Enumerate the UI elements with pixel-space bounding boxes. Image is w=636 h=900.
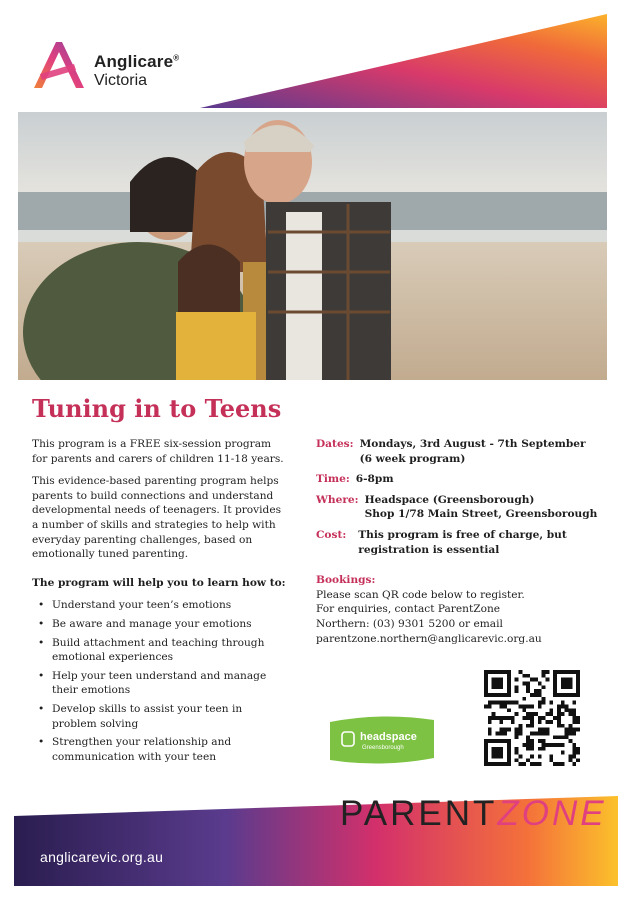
parentzone-logo (340, 794, 607, 834)
benefits-list (32, 598, 288, 764)
description-text: This evidence-based parenting program helps parents to build connections and understand developmental needs of teenagers. It provides a number of skills and strategies to help with everyday parenting challenges, based on emotionally tuned parenting. (32, 475, 282, 561)
contact-email[interactable]: parentzone.northern@anglicarevic.org.au (316, 632, 542, 645)
qr-code-icon[interactable] (484, 670, 580, 766)
time-row (316, 472, 606, 487)
cost-label: Cost: (316, 528, 347, 541)
brand-subtitle: Victoria (94, 72, 148, 89)
learn-heading: The program will help you to learn how to: (32, 576, 286, 589)
intro-text: This program is a FREE six-session program for parents and carers of children 11-18 years. (32, 438, 284, 465)
bookings-label: Bookings: (316, 574, 376, 587)
list-item: • Strengthen your relationship and communication with your teen (32, 735, 288, 764)
bookings-text: Please scan QR code below to register. For enquiries, contact ParentZone Northern: (03) 9301 5200 or email parentzone.northern@anglicarevic.org.au (316, 588, 606, 646)
dates-label: Dates: (316, 438, 354, 450)
list-item: • Build attachment and teaching through emotional experiences (32, 636, 288, 665)
where-row (316, 493, 606, 522)
family-beach-photo (18, 112, 607, 380)
headspace-location: Greensborough (362, 745, 404, 751)
time-value: 6-8pm (355, 473, 394, 486)
footer-website-link[interactable]: anglicarevic.org.au (40, 849, 164, 865)
list-item: • Be aware and manage your emotions (32, 617, 288, 632)
parentzone-part1: PARENT (340, 794, 498, 833)
anglicare-logo-icon (28, 36, 88, 92)
cost-row (316, 528, 606, 557)
program-details-column (316, 437, 606, 646)
list-item: • Understand your teen’s emotions (32, 598, 288, 613)
dates-value: Mondays, 3rd August - 7th September (6 week program) (359, 438, 586, 465)
headspace-name: headspace (360, 731, 417, 743)
list-item: • Develop skills to assist your teen in problem solving (32, 702, 288, 731)
headspace-logo (326, 714, 438, 766)
parentzone-part2: ZONE (497, 794, 607, 833)
where-label: Where: (316, 493, 359, 506)
program-title: Tuning in to Teens (32, 394, 282, 423)
brand-name: Anglicare® (94, 52, 180, 71)
program-description-column (32, 437, 288, 768)
where-value: Headspace (Greensborough) Shop 1/78 Main Street, Greensborough (364, 493, 598, 521)
dates-row (316, 437, 606, 466)
cost-value: This program is free of charge, but registration is essential (358, 528, 567, 556)
time-label: Time: (316, 473, 350, 486)
top-gradient-swoosh (200, 0, 636, 112)
list-item: • Help your teen understand and manage their emotions (32, 669, 288, 698)
